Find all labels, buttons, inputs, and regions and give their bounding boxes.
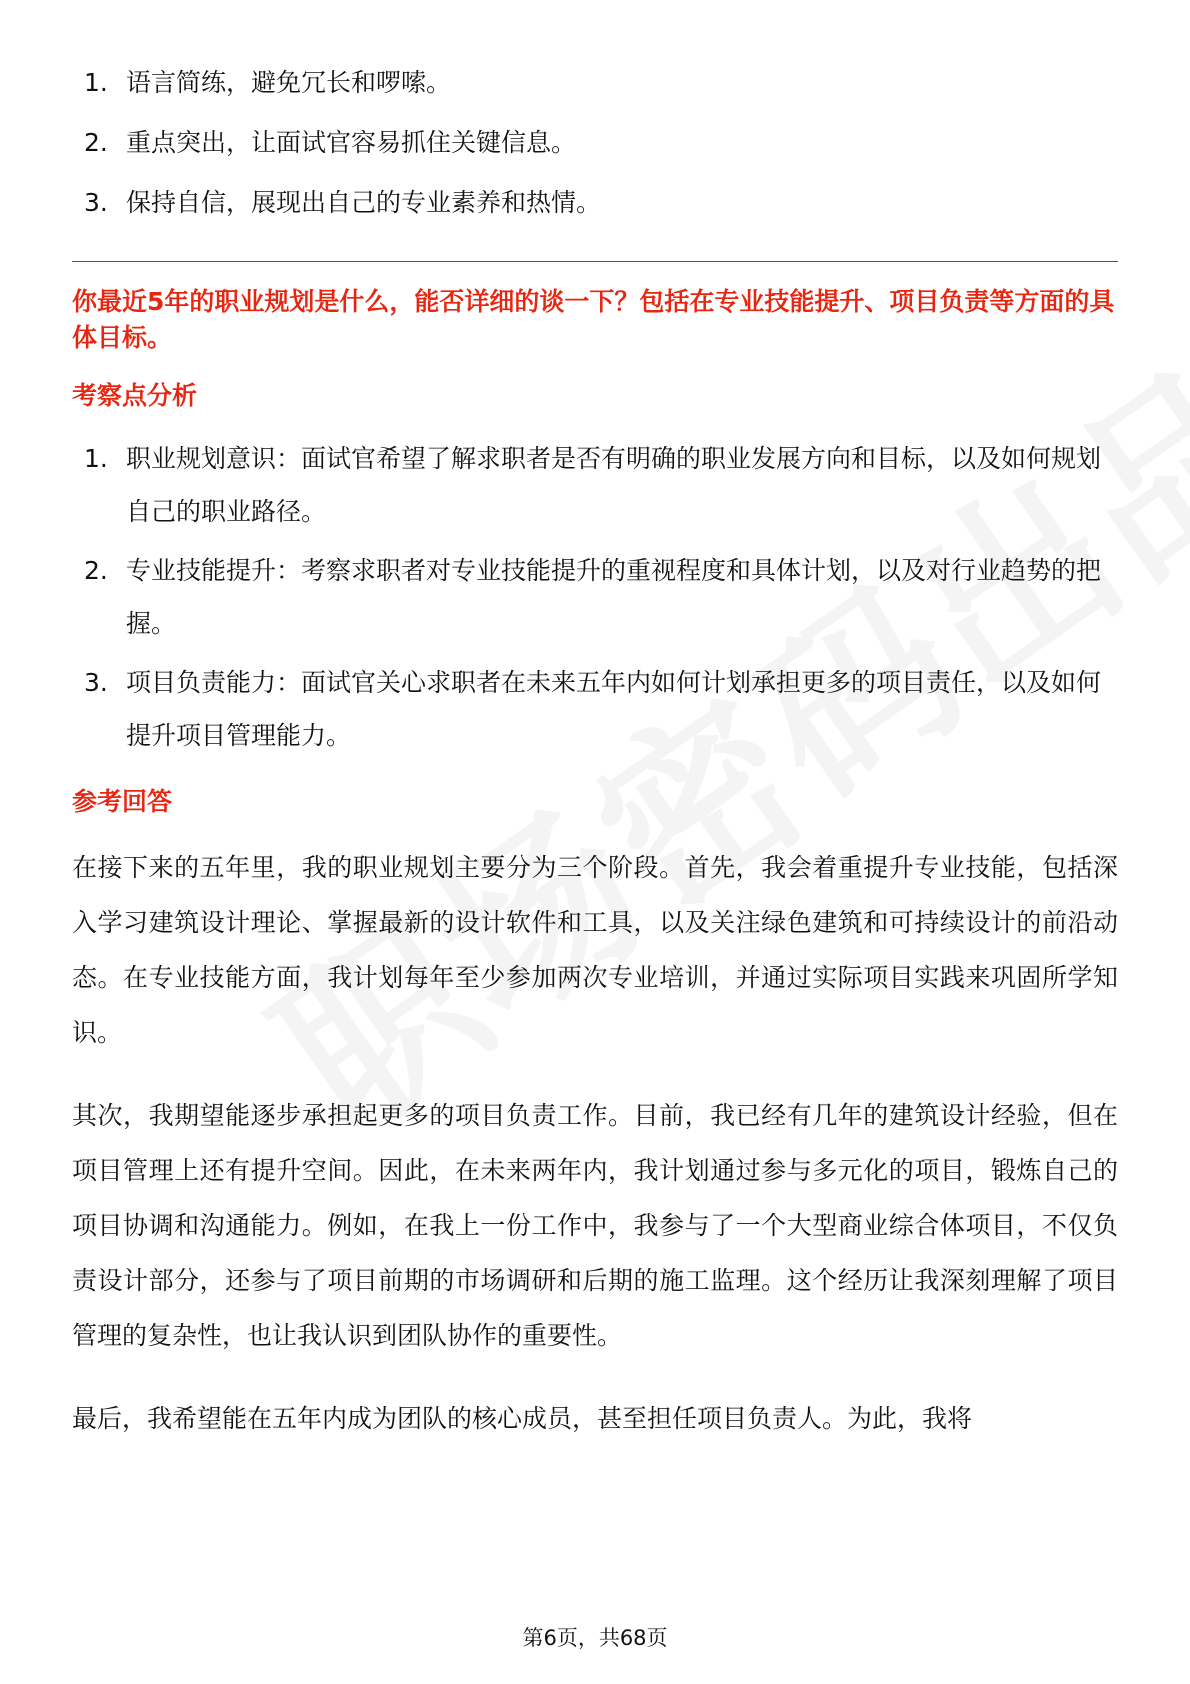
list-item [72, 432, 1118, 538]
answer-heading: 参考回答 [72, 787, 173, 816]
analysis-list [72, 432, 1118, 762]
list-item-number: 2. [84, 556, 108, 585]
answer-paragraph: 在接下来的五年里，我的职业规划主要分为三个阶段。首先，我会着重提升专业技能，包括深入学习建筑设计理论、掌握最新的设计软件和工具，以及关注绿色建筑和可持续设计的前沿动态。在专业技能方面，我计划每年至少参加两次专业培训，并通过实际项目实践来巩固所学知识。 [72, 853, 1118, 1047]
list-item-text: 专业技能提升：考察求职者对专业技能提升的重视程度和具体计划，以及对行业趋势的把握。 [126, 556, 1102, 638]
list-item-number: 3. [84, 188, 108, 217]
page-footer: 第6页，共68页 [522, 1626, 668, 1650]
list-item [72, 176, 1118, 229]
list-item-number: 1. [84, 68, 108, 97]
list-item [72, 116, 1118, 169]
answer-paragraph: 最后，我希望能在五年内成为团队的核心成员，甚至担任项目负责人。为此，我将 [72, 1404, 973, 1433]
list-item-text: 重点突出，让面试官容易抓住关键信息。 [126, 128, 577, 157]
answer-paragraph: 其次，我期望能逐步承担起更多的项目负责工作。目前，我已经有几年的建筑设计经验，但在项目管理上还有提升空间。因此，在未来两年内，我计划通过参与多元化的项目，锻炼自己的项目协调和沟通能力。例如，在我上一份工作中，我参与了一个大型商业综合体项目，不仅负责设计部分，还参与了项目前期的市场调研和后期的施工监理。这个经历让我深刻理解了项目管理的复杂性，也让我认识到团队协作的重要性。 [72, 1101, 1118, 1350]
list-item-text: 保持自信，展现出自己的专业素养和热情。 [126, 188, 602, 217]
list-item-number: 1. [84, 444, 108, 473]
list-item-text: 职业规划意识：面试官希望了解求职者是否有明确的职业发展方向和目标，以及如何规划自己的职业路径。 [126, 444, 1102, 526]
list-item-text: 项目负责能力：面试官关心求职者在未来五年内如何计划承担更多的项目责任，以及如何提升项目管理能力。 [126, 668, 1102, 750]
page-content [72, 56, 1118, 1474]
list-item-text: 语言简练，避免冗长和啰嗦。 [126, 68, 452, 97]
tips-list [72, 56, 1118, 229]
interview-question: 你最近5年的职业规划是什么，能否详细的谈一下？包括在专业技能提升、项目负责等方面的具体目标。 [72, 287, 1115, 352]
section-divider [72, 261, 1118, 262]
list-item [72, 56, 1118, 109]
list-item-number: 3. [84, 668, 108, 697]
list-item [72, 544, 1118, 650]
list-item [72, 656, 1118, 762]
list-item-number: 2. [84, 128, 108, 157]
analysis-heading: 考察点分析 [72, 381, 198, 410]
